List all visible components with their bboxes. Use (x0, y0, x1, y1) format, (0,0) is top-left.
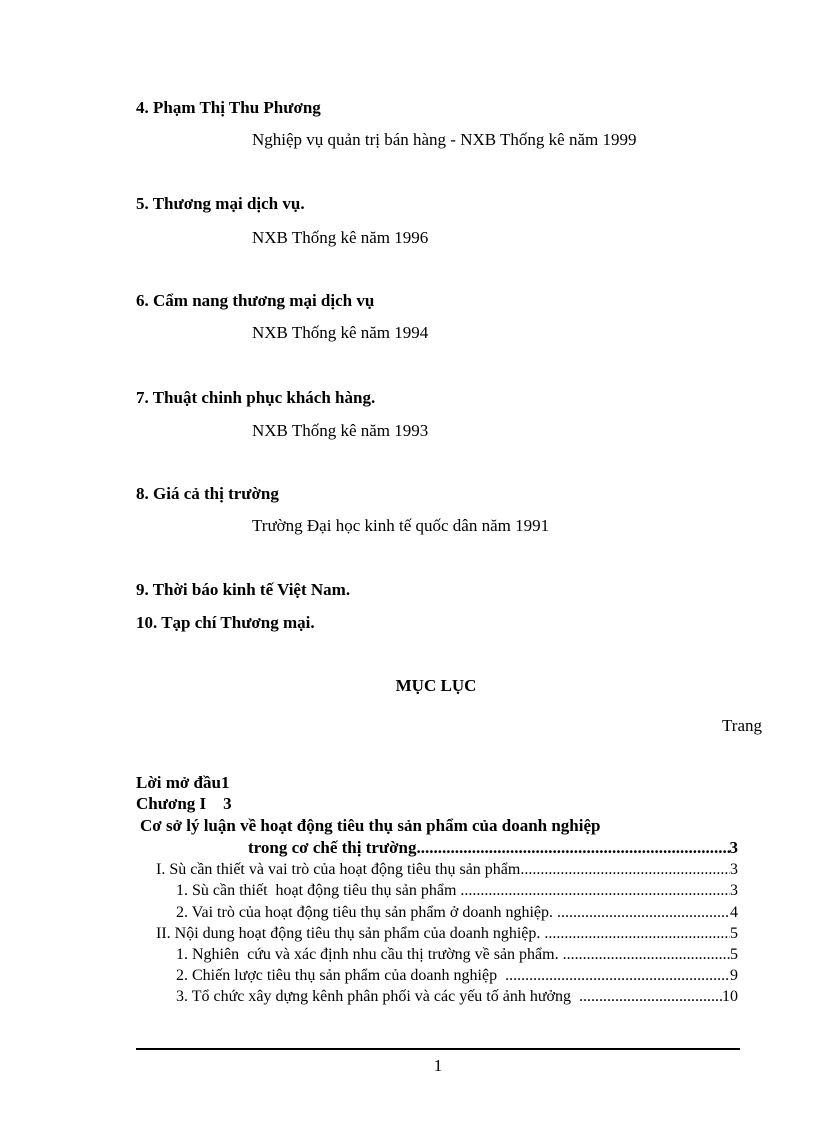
toc-entry-label: 1. Sù cần thiết hoạt động tiêu thụ sản phẩm (176, 882, 461, 899)
footer-divider (136, 1048, 740, 1050)
toc-chapter: Chương I 3 (136, 794, 232, 813)
reference-title: 5. Thương mại dịch vụ. (136, 194, 305, 213)
toc-leader-dots (416, 838, 729, 858)
reference-detail: NXB Thống kê năm 1993 (252, 421, 429, 440)
reference-title: 9. Thời báo kinh tế Việt Nam. (136, 580, 351, 599)
toc-intro: Lời mở đầu1 (136, 773, 230, 792)
toc-entry-label: 1. Nghiên cứu và xác định nhu cầu thị trường về sản phẩm. (176, 946, 563, 963)
toc-page-number: 3 (730, 861, 738, 878)
toc-entry (176, 967, 738, 985)
toc-heading: MỤC LỤC (395, 676, 477, 695)
reference-detail: NXB Thống kê năm 1996 (252, 228, 429, 247)
reference-title: 7. Thuật chinh phục khách hàng. (136, 388, 376, 407)
toc-page-number: 4 (730, 904, 738, 921)
toc-leader-dots (460, 882, 730, 900)
reference-detail: Nghiệp vụ quản trị bán hàng - NXB Thống kê năm 1999 (252, 130, 637, 149)
reference-title: 8. Giá cả thị trường (136, 484, 279, 503)
toc-entry (176, 882, 738, 900)
toc-page-number: 10 (722, 988, 738, 1005)
toc-page-number: 3 (729, 838, 738, 857)
toc-entry (176, 946, 738, 964)
reference-title: 6. Cẩm nang thương mại dịch vụ (136, 291, 375, 310)
toc-page-column-label: Trang (722, 716, 762, 735)
toc-entry-label: 2. Vai trò của hoạt động tiêu thụ sản phẩm ở doanh nghiệp. (176, 904, 557, 921)
toc-leader-dots (557, 904, 730, 922)
toc-entry-label: I. Sù cần thiết và vai trò của hoạt động tiêu thụ sản phẩm. (156, 861, 525, 878)
toc-leader-dots (524, 861, 730, 879)
toc-entry-label: 2. Chiến lược tiêu thụ sản phẩm của doanh nghiệp (176, 967, 506, 984)
toc-leader-dots (563, 946, 730, 964)
reference-title: 4. Phạm Thị Thu Phương (136, 98, 321, 117)
toc-page-number: 9 (730, 967, 738, 984)
toc-entry (156, 861, 738, 879)
toc-entry (156, 925, 738, 943)
toc-entry-label: 3. Tổ chức xây dựng kênh phân phối và các yếu tố ảnh hưởng (176, 988, 579, 1005)
toc-leader-dots (505, 967, 730, 985)
toc-entry-label: II. Nội dung hoạt động tiêu thụ sản phẩm của doanh nghiệp. (156, 925, 545, 942)
reference-title: 10. Tạp chí Thương mại. (136, 613, 315, 632)
toc-page-number: 5 (730, 946, 738, 963)
toc-chapter-title: Cơ sở lý luận về hoạt động tiêu thụ sản phẩm của doanh nghiệp (140, 816, 601, 835)
reference-detail: NXB Thống kê năm 1994 (252, 323, 429, 342)
toc-page-number: 3 (730, 882, 738, 899)
reference-detail: Trường Đại học kinh tế quốc dân năm 1991 (252, 516, 550, 535)
toc-leader-dots (544, 925, 730, 943)
toc-entry (176, 988, 738, 1006)
toc-entry (176, 904, 738, 922)
toc-chapter-title-line (248, 838, 738, 858)
toc-leader-dots (579, 988, 722, 1006)
toc-page-number: 5 (730, 925, 738, 942)
page-number: 1 (433, 1056, 443, 1075)
toc-chapter-title-cont: trong cơ chế thị trường (248, 838, 417, 857)
